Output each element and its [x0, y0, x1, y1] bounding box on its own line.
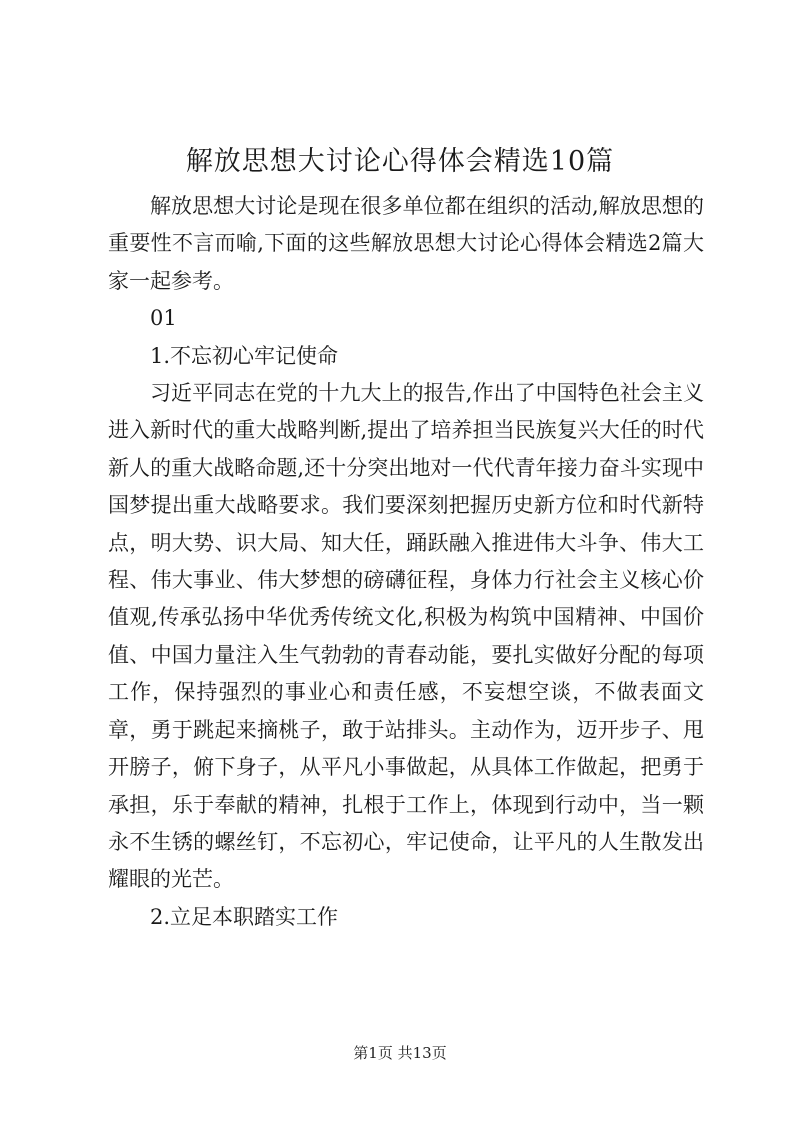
body-paragraph: 习近平同志在党的十九大上的报告,作出了中国特色社会主义进入新时代的重大战略判断,提出了培养担当民族复兴大任的时代新人的重大战略命题,还十分突出地对一代代青年接力奋斗实现中国梦提出重大战略要求。我们要深刻把握历史新方位和时代新特点，明大势、识大局、知大任，踊跃融入推进伟大斗争、伟大工程、伟大事业、伟大梦想的磅礴征程，身体力行社会主义核心价值观,传承弘扬中华优秀传统文化,积极为构筑中国精神、中国价值、中国力量注入生气勃勃的青春动能，要扎实做好分配的每项工作，保持强烈的事业心和责任感，不妄想空谈，不做表面文章，勇于跳起来摘桃子，敢于站排头。主动作为，迈开步子、甩开膀子，俯下身子，从平凡小事做起，从具体工作做起，把勇于承担，乐于奉献的精神，扎根于工作上，体现到行动中，当一颗永不生锈的螺丝钉，不忘初心，牢记使命，让平凡的人生散发出耀眼的光芒。 [108, 381, 704, 892]
document-title: 解放思想大讨论心得体会精选10篇 [185, 146, 615, 177]
document-body [108, 188, 704, 936]
section-heading: 2.立足本职踏实工作 [150, 904, 339, 929]
intro-paragraph: 解放思想大讨论是现在很多单位都在组织的活动,解放思想的重要性不言而喻,下面的这些解放思想大讨论心得体会精选2篇大家一起参考。 [108, 194, 704, 293]
section-heading: 1.不忘初心牢记使命 [150, 343, 339, 368]
page-footer: 第1页 共13页 [353, 1044, 447, 1062]
section-number: 01 [150, 306, 177, 331]
